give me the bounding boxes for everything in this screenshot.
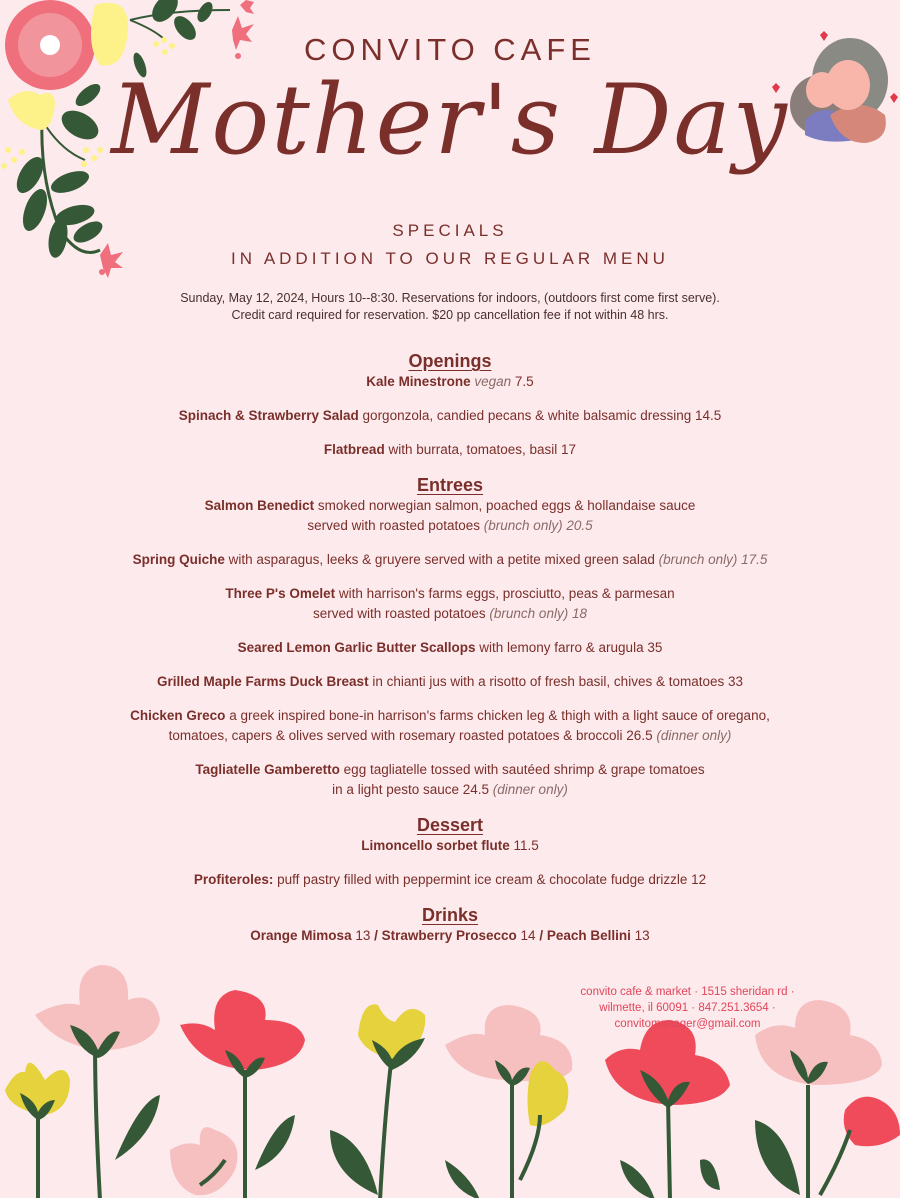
section-dessert	[60, 814, 840, 890]
item-name: Three P's Omelet	[225, 586, 336, 601]
item-desc: with harrison's farms eggs, prosciutto, peas & parmesan	[338, 586, 675, 601]
item-note: (brunch only) 20.5	[483, 518, 593, 533]
section-title: Openings	[408, 351, 492, 371]
item-desc: 11.5	[513, 838, 539, 853]
item-desc: gorgonzola, candied pecans & white balsamic dressing 14.5	[362, 408, 722, 423]
item-desc: with lemony farro & arugula 35	[479, 640, 663, 655]
item-note: (dinner only)	[492, 782, 568, 797]
item-desc: with asparagus, leeks & gruyere served with a petite mixed green salad	[228, 552, 655, 567]
item-name: Tagliatelle Gamberetto	[195, 762, 340, 777]
menu	[60, 350, 840, 960]
item-name: Salmon Benedict	[204, 498, 315, 513]
menu-item	[60, 550, 840, 570]
menu-item	[60, 836, 840, 856]
section-title: Drinks	[421, 905, 479, 925]
item-desc-2: served with roasted potatoes	[307, 518, 481, 533]
menu-item	[60, 496, 840, 536]
item-name: Grilled Maple Farms Duck Breast	[156, 674, 369, 689]
item-note: (brunch only) 18	[489, 606, 587, 621]
item-name: Spinach & Strawberry Salad	[178, 408, 359, 423]
drink-name: Strawberry Prosecco	[381, 928, 517, 943]
drink-name: Orange Mimosa	[250, 928, 352, 943]
section-entrees	[60, 474, 840, 800]
info-line-2: Credit card required for reservation. $20 pp cancellation fee if not within 48 hrs.	[231, 308, 669, 322]
section-title: Entrees	[416, 475, 484, 495]
item-desc-2: in a light pesto sauce 24.5	[332, 782, 493, 797]
item-desc: egg tagliatelle tossed with sautéed shrimp & grape tomatoes	[343, 762, 705, 777]
footer-email: convitomanager@gmail.com	[614, 1018, 761, 1030]
menu-item	[60, 440, 840, 460]
menu-item	[60, 926, 840, 946]
item-desc: puff pastry filled with peppermint ice cream & chocolate fudge drizzle 12	[277, 872, 707, 887]
menu-item	[60, 638, 840, 658]
cafe-name: CONVITO CAFE	[304, 32, 596, 67]
footer-city-phone: wilmette, il 60091 · 847.251.3654 ·	[599, 1002, 776, 1014]
drink-price: 13	[634, 928, 650, 943]
menu-item	[60, 706, 840, 746]
item-name: Flatbread	[323, 442, 385, 457]
item-note: vegan	[474, 374, 512, 389]
item-desc: a greek inspired bone-in harrison's farms chicken leg & thigh with a light sauce of oregano,	[229, 708, 770, 723]
item-name: Profiteroles:	[193, 872, 274, 887]
contact-footer	[555, 984, 820, 1032]
footer-address: convito cafe & market · 1515 sheridan rd ·	[580, 986, 795, 998]
menu-item	[60, 584, 840, 624]
item-desc-2: served with roasted potatoes	[313, 606, 486, 621]
section-drinks	[60, 904, 840, 946]
item-name: Kale Minestrone	[366, 374, 471, 389]
item-name: Chicken Greco	[130, 708, 226, 723]
section-openings	[60, 350, 840, 460]
subtitle-specials: SPECIALS	[392, 221, 508, 240]
page-title: Mother's Day	[111, 64, 789, 176]
drink-price: 14	[520, 928, 536, 943]
menu-item	[60, 372, 840, 392]
menu-item	[60, 760, 840, 800]
menu-item	[60, 870, 840, 890]
info-line-1: Sunday, May 12, 2024, Hours 10--8:30. Reservations for indoors, (outdoors first come first serve).	[180, 291, 720, 305]
menu-item	[60, 672, 840, 692]
item-name: Limoncello sorbet flute	[361, 838, 510, 853]
drink-price: 13	[355, 928, 371, 943]
menu-item	[60, 406, 840, 426]
item-desc: with burrata, tomatoes, basil 17	[388, 442, 577, 457]
item-desc: smoked norwegian salmon, poached eggs & hollandaise sauce	[317, 498, 696, 513]
section-title: Dessert	[416, 815, 484, 835]
separator: /	[539, 928, 544, 943]
reservation-info	[0, 290, 900, 324]
item-desc-2: tomatoes, capers & olives served with rosemary roasted potatoes & broccoli 26.5	[168, 728, 653, 743]
separator: /	[374, 928, 378, 943]
item-price: 7.5	[514, 374, 534, 389]
item-desc: in chianti jus with a risotto of fresh basil, chives & tomatoes 33	[372, 674, 744, 689]
item-note: (brunch only) 17.5	[658, 552, 768, 567]
item-name: Spring Quiche	[132, 552, 225, 567]
subtitle-regular-menu: IN ADDITION TO OUR REGULAR MENU	[231, 249, 669, 268]
item-name: Seared Lemon Garlic Butter Scallops	[237, 640, 476, 655]
item-note: (dinner only)	[656, 728, 732, 743]
drink-name: Peach Bellini	[546, 928, 631, 943]
